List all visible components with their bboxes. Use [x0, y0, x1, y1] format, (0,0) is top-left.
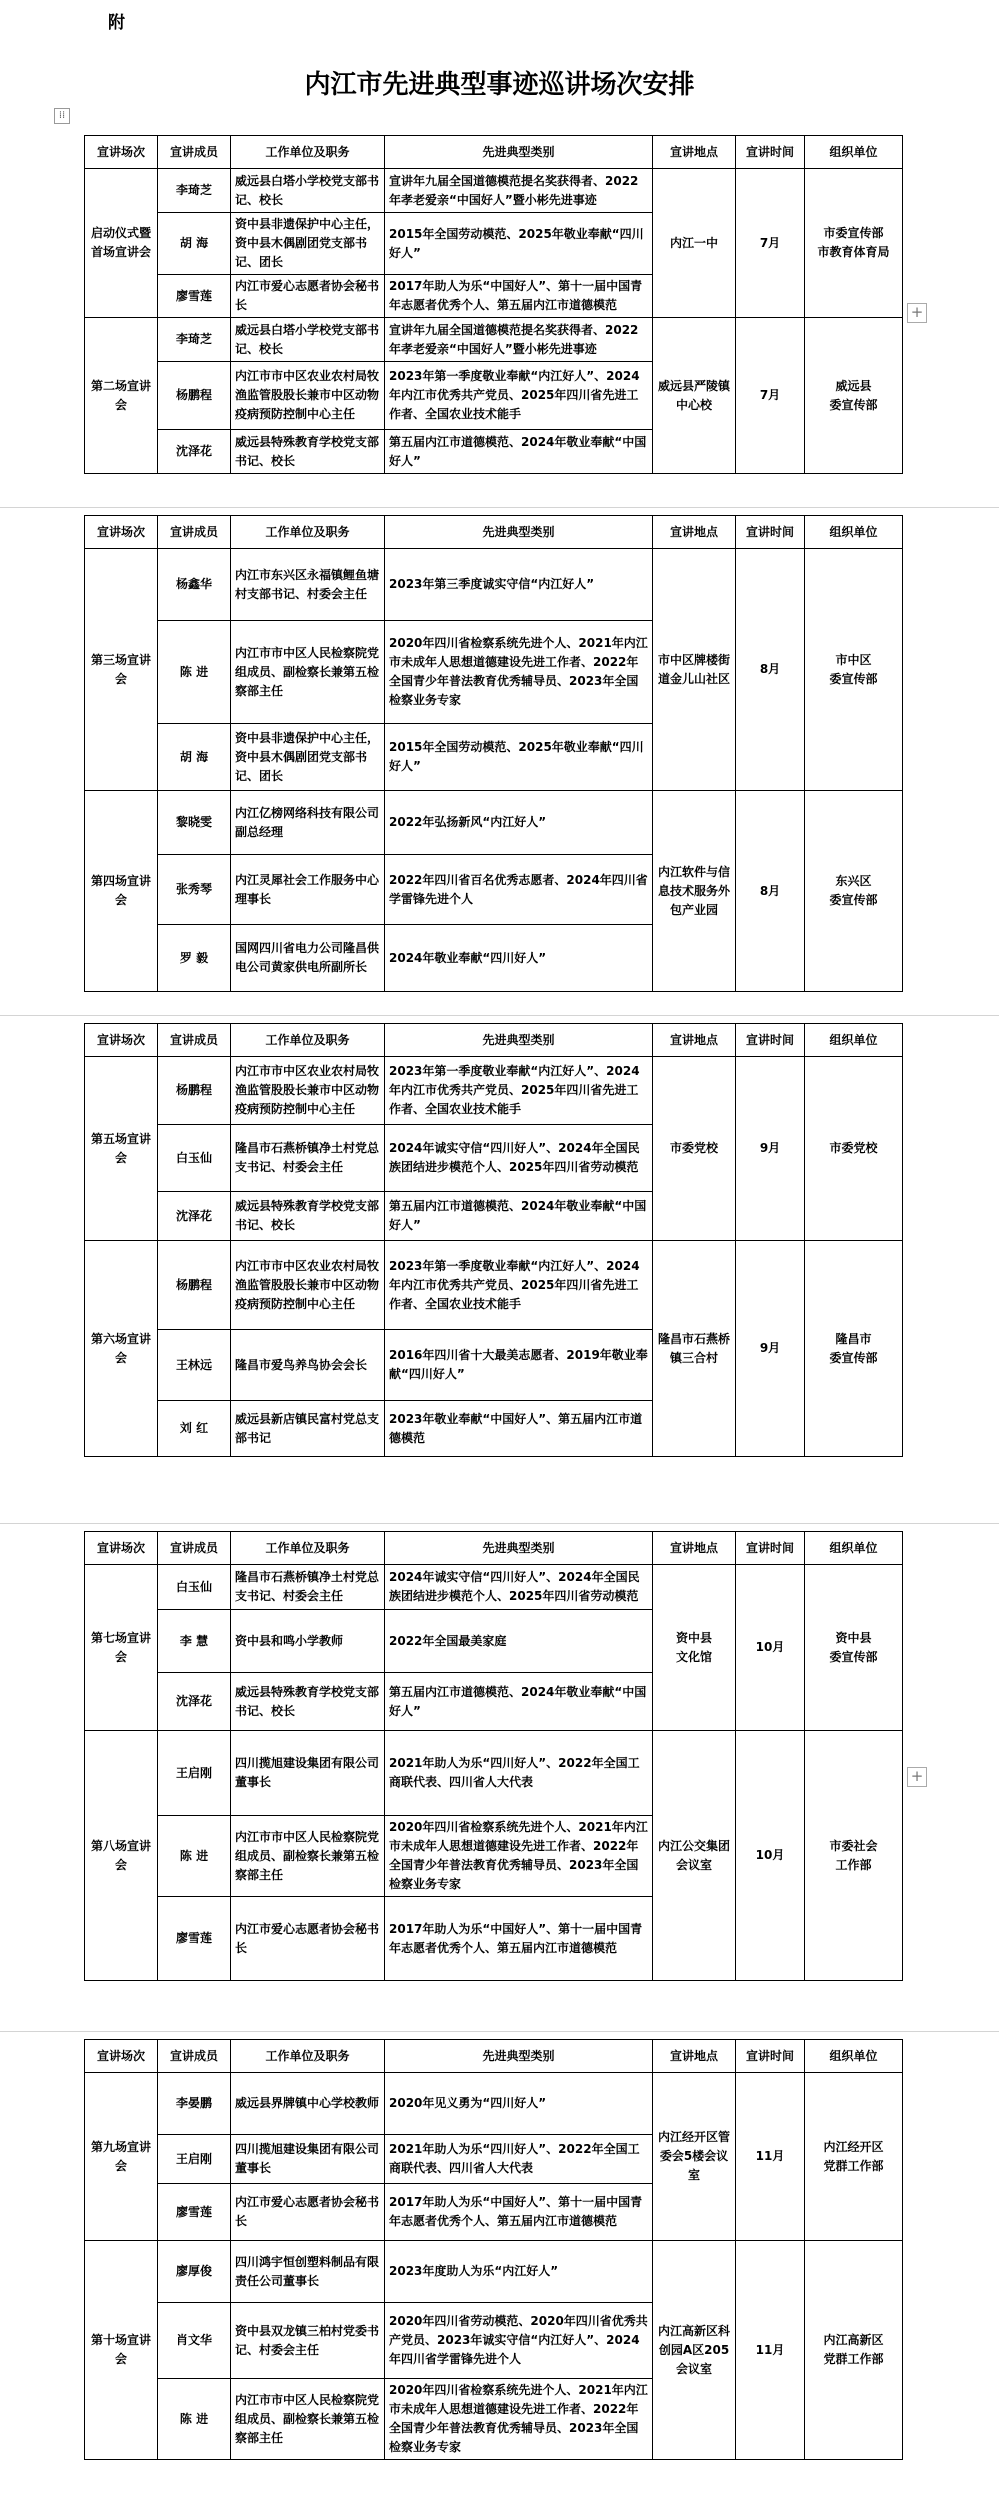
column-header: 工作单位及职务 [231, 1024, 385, 1057]
work-unit-cell: 内江亿榜网络科技有限公司副总经理 [231, 791, 385, 855]
insert-row-plus-icon[interactable]: + [907, 1767, 927, 1787]
member-name-cell: 廖厚俊 [158, 2241, 231, 2303]
table-header-row [85, 1024, 903, 1057]
session-name-cell: 第五场宣讲会 [85, 1057, 158, 1241]
session-name-cell: 第九场宣讲会 [85, 2073, 158, 2241]
work-unit-cell: 四川鸿宇恒创塑料制品有限责任公司董事长 [231, 2241, 385, 2303]
model-type-cell: 2024年诚实守信“四川好人”、2024年全国民族团结进步模范个人、2025年四川省劳动模范 [385, 1565, 653, 1610]
table-header-row [85, 1532, 903, 1565]
column-header: 宣讲成员 [158, 1532, 231, 1565]
column-header: 宣讲场次 [85, 516, 158, 549]
model-type-cell: 2020年四川省检察系统先进个人、2021年内江市未成年人思想道德建设先进工作者、2022年全国青少年普法教育优秀辅导员、2023年全国检察业务专家 [385, 2379, 653, 2460]
member-name-cell: 廖雪莲 [158, 275, 231, 318]
column-header: 宣讲成员 [158, 516, 231, 549]
model-type-cell: 2020年四川省检察系统先进个人、2021年内江市未成年人思想道德建设先进工作者、2022年全国青少年普法教育优秀辅导员、2023年全国检察业务专家 [385, 621, 653, 724]
venue-cell: 内江公交集团会议室 [653, 1731, 736, 1981]
model-type-cell: 第五届内江市道德模范、2024年敬业奉献“中国好人” [385, 1673, 653, 1731]
organizer-cell: 东兴区 委宣传部 [805, 791, 903, 992]
time-cell: 10月 [736, 1565, 805, 1731]
model-type-cell: 2024年敬业奉献“四川好人” [385, 925, 653, 992]
column-header: 组织单位 [805, 1024, 903, 1057]
work-unit-cell: 内江市爱心志愿者协会秘书长 [231, 1897, 385, 1981]
column-header: 宣讲场次 [85, 2040, 158, 2073]
work-unit-cell: 资中县双龙镇三柏村党委书记、村委会主任 [231, 2303, 385, 2379]
member-name-cell: 王启刚 [158, 1731, 231, 1816]
schedule-table [84, 1023, 903, 1457]
column-header: 宣讲地点 [653, 136, 736, 169]
member-name-cell: 杨鹏程 [158, 362, 231, 430]
schedule-table [84, 515, 903, 992]
venue-cell: 隆昌市石燕桥镇三合村 [653, 1241, 736, 1457]
work-unit-cell: 资中县和鸣小学教师 [231, 1610, 385, 1673]
column-header: 宣讲时间 [736, 136, 805, 169]
attachment-label: 附 [108, 13, 125, 33]
time-cell: 7月 [736, 318, 805, 474]
table-header-row [85, 2040, 903, 2073]
member-name-cell: 廖雪莲 [158, 2184, 231, 2241]
member-name-cell: 王林远 [158, 1330, 231, 1401]
table-row [85, 169, 903, 213]
column-header: 宣讲时间 [736, 516, 805, 549]
model-type-cell: 宣讲年九届全国道德模范提名奖获得者、2022年孝老爱亲“中国好人”暨小彬先进事迹 [385, 318, 653, 362]
member-name-cell: 杨鹏程 [158, 1057, 231, 1125]
member-name-cell: 胡 海 [158, 213, 231, 275]
model-type-cell: 2020年见义勇为“四川好人” [385, 2073, 653, 2135]
table-row [85, 1731, 903, 1816]
work-unit-cell: 内江市市中区农业农村局牧渔监管股股长兼市中区动物疫病预防控制中心主任 [231, 1241, 385, 1330]
work-unit-cell: 威远县新店镇民富村党总支部书记 [231, 1401, 385, 1457]
model-type-cell: 2022年弘扬新风“内江好人” [385, 791, 653, 855]
model-type-cell: 2017年助人为乐“中国好人”、第十一届中国青年志愿者优秀个人、第五届内江市道德模范 [385, 1897, 653, 1981]
session-name-cell: 第三场宣讲会 [85, 549, 158, 791]
column-header: 宣讲地点 [653, 2040, 736, 2073]
member-name-cell: 李琦芝 [158, 318, 231, 362]
model-type-cell: 第五届内江市道德模范、2024年敬业奉献“中国好人” [385, 430, 653, 474]
organizer-cell: 内江经开区 党群工作部 [805, 2073, 903, 2241]
column-header: 宣讲地点 [653, 516, 736, 549]
member-name-cell: 罗 毅 [158, 925, 231, 992]
model-type-cell: 2017年助人为乐“中国好人”、第十一届中国青年志愿者优秀个人、第五届内江市道德模范 [385, 2184, 653, 2241]
column-header: 宣讲成员 [158, 136, 231, 169]
member-name-cell: 白玉仙 [158, 1125, 231, 1192]
column-header: 宣讲场次 [85, 136, 158, 169]
column-header: 工作单位及职务 [231, 2040, 385, 2073]
session-name-cell: 第十场宣讲会 [85, 2241, 158, 2460]
model-type-cell: 2023年度助人为乐“内江好人” [385, 2241, 653, 2303]
column-header: 工作单位及职务 [231, 136, 385, 169]
member-name-cell: 肖文华 [158, 2303, 231, 2379]
page-break [0, 1523, 999, 1524]
insert-row-plus-icon[interactable]: + [907, 303, 927, 323]
organizer-cell: 隆昌市 委宣传部 [805, 1241, 903, 1457]
schedule-table [84, 135, 903, 474]
column-header: 组织单位 [805, 516, 903, 549]
column-header: 宣讲地点 [653, 1532, 736, 1565]
table-row [85, 549, 903, 621]
model-type-cell: 2023年敬业奉献“中国好人”、第五届内江市道德模范 [385, 1401, 653, 1457]
member-name-cell: 陈 进 [158, 2379, 231, 2460]
time-cell: 11月 [736, 2073, 805, 2241]
model-type-cell: 2022年四川省百名优秀志愿者、2024年四川省学雷锋先进个人 [385, 855, 653, 925]
column-header: 宣讲成员 [158, 1024, 231, 1057]
member-name-cell: 刘 红 [158, 1401, 231, 1457]
work-unit-cell: 国网四川省电力公司隆昌供电公司黄家供电所副所长 [231, 925, 385, 992]
time-cell: 10月 [736, 1731, 805, 1981]
time-cell: 7月 [736, 169, 805, 318]
member-name-cell: 杨鹏程 [158, 1241, 231, 1330]
member-name-cell: 陈 进 [158, 621, 231, 724]
time-cell: 8月 [736, 549, 805, 791]
time-cell: 8月 [736, 791, 805, 992]
model-type-cell: 2023年第一季度敬业奉献“内江好人”、2024年内江市优秀共产党员、2025年四川省先进工作者、全国农业技术能手 [385, 1057, 653, 1125]
model-type-cell: 2022年全国最美家庭 [385, 1610, 653, 1673]
venue-cell: 内江软件与信息技术服务外包产业园 [653, 791, 736, 992]
organizer-cell: 市委社会 工作部 [805, 1731, 903, 1981]
model-type-cell: 2015年全国劳动模范、2025年敬业奉献“四川好人” [385, 213, 653, 275]
member-name-cell: 李 慧 [158, 1610, 231, 1673]
model-type-cell: 2021年助人为乐“四川好人”、2022年全国工商联代表、四川省人大代表 [385, 1731, 653, 1816]
table-header-row [85, 136, 903, 169]
column-header: 宣讲场次 [85, 1024, 158, 1057]
time-cell: 11月 [736, 2241, 805, 2460]
column-header: 宣讲场次 [85, 1532, 158, 1565]
table-row [85, 2241, 903, 2303]
member-name-cell: 沈泽花 [158, 1673, 231, 1731]
column-header: 宣讲地点 [653, 1024, 736, 1057]
session-name-cell: 启动仪式暨首场宣讲会 [85, 169, 158, 318]
table-row [85, 1565, 903, 1610]
member-name-cell: 胡 海 [158, 724, 231, 791]
organizer-cell: 威远县 委宣传部 [805, 318, 903, 474]
work-unit-cell: 内江市市中区人民检察院党组成员、副检察长兼第五检察部主任 [231, 621, 385, 724]
model-type-cell: 2021年助人为乐“四川好人”、2022年全国工商联代表、四川省人大代表 [385, 2135, 653, 2184]
work-unit-cell: 威远县界牌镇中心学校教师 [231, 2073, 385, 2135]
work-unit-cell: 威远县特殊教育学校党支部书记、校长 [231, 430, 385, 474]
venue-cell: 威远县严陵镇中心校 [653, 318, 736, 474]
member-name-cell: 廖雪莲 [158, 1897, 231, 1981]
work-unit-cell: 威远县特殊教育学校党支部书记、校长 [231, 1192, 385, 1241]
table-row [85, 318, 903, 362]
session-name-cell: 第四场宣讲会 [85, 791, 158, 992]
work-unit-cell: 内江市东兴区永福镇鲤鱼塘村支部书记、村委会主任 [231, 549, 385, 621]
model-type-cell: 2024年诚实守信“四川好人”、2024年全国民族团结进步模范个人、2025年四川省劳动模范 [385, 1125, 653, 1192]
model-type-cell: 第五届内江市道德模范、2024年敬业奉献“中国好人” [385, 1192, 653, 1241]
column-header: 组织单位 [805, 2040, 903, 2073]
model-type-cell: 2015年全国劳动模范、2025年敬业奉献“四川好人” [385, 724, 653, 791]
member-name-cell: 张秀琴 [158, 855, 231, 925]
table-header-row [85, 516, 903, 549]
table-row [85, 1241, 903, 1330]
work-unit-cell: 内江市爱心志愿者协会秘书长 [231, 2184, 385, 2241]
column-header: 宣讲时间 [736, 2040, 805, 2073]
work-unit-cell: 四川揽旭建设集团有限公司董事长 [231, 2135, 385, 2184]
schedule-table [84, 1531, 903, 1981]
work-unit-cell: 内江市爱心志愿者协会秘书长 [231, 275, 385, 318]
organizer-cell: 资中县 委宣传部 [805, 1565, 903, 1731]
work-unit-cell: 内江市市中区人民检察院党组成员、副检察长兼第五检察部主任 [231, 2379, 385, 2460]
column-header: 先进典型类别 [385, 1024, 653, 1057]
time-cell: 9月 [736, 1241, 805, 1457]
column-header: 先进典型类别 [385, 516, 653, 549]
organizer-cell: 市委党校 [805, 1057, 903, 1241]
venue-cell: 市委党校 [653, 1057, 736, 1241]
organizer-cell: 市中区 委宣传部 [805, 549, 903, 791]
model-type-cell: 2020年四川省劳动模范、2020年四川省优秀共产党员、2023年诚实守信“内江好人”、2024年四川省学雷锋先进个人 [385, 2303, 653, 2379]
member-name-cell: 沈泽花 [158, 1192, 231, 1241]
work-unit-cell: 内江市市中区农业农村局牧渔监管股股长兼市中区动物疫病预防控制中心主任 [231, 362, 385, 430]
schedule-table [84, 2039, 903, 2460]
member-name-cell: 白玉仙 [158, 1565, 231, 1610]
page-break [0, 1015, 999, 1016]
page-title: 内江市先进典型事迹巡讲场次安排 [304, 70, 695, 100]
time-cell: 9月 [736, 1057, 805, 1241]
member-name-cell: 沈泽花 [158, 430, 231, 474]
session-name-cell: 第二场宣讲会 [85, 318, 158, 474]
work-unit-cell: 资中县非遗保护中心主任，资中县木偶剧团党支部书记、团长 [231, 213, 385, 275]
model-type-cell: 2016年四川省十大最美志愿者、2019年敬业奉献“四川好人” [385, 1330, 653, 1401]
page-break [0, 507, 999, 508]
model-type-cell: 2023年第三季度诚实守信“内江好人” [385, 549, 653, 621]
model-type-cell: 2017年助人为乐“中国好人”、第十一届中国青年志愿者优秀个人、第五届内江市道德模范 [385, 275, 653, 318]
venue-cell: 市中区牌楼街道金儿山社区 [653, 549, 736, 791]
organizer-cell: 内江高新区 党群工作部 [805, 2241, 903, 2460]
member-name-cell: 李琦芝 [158, 169, 231, 213]
work-unit-cell: 内江灵犀社会工作服务中心理事长 [231, 855, 385, 925]
member-name-cell: 李晏鹏 [158, 2073, 231, 2135]
work-unit-cell: 内江市市中区农业农村局牧渔监管股股长兼市中区动物疫病预防控制中心主任 [231, 1057, 385, 1125]
column-header: 先进典型类别 [385, 1532, 653, 1565]
page-break [0, 2031, 999, 2032]
work-unit-cell: 隆昌市石燕桥镇净土村党总支书记、村委会主任 [231, 1125, 385, 1192]
table-move-handle-icon[interactable]: ⁞⁞ [54, 108, 70, 124]
work-unit-cell: 威远县白塔小学校党支部书记、校长 [231, 169, 385, 213]
column-header: 组织单位 [805, 136, 903, 169]
work-unit-cell: 隆昌市石燕桥镇净土村党总支书记、村委会主任 [231, 1565, 385, 1610]
model-type-cell: 宣讲年九届全国道德模范提名奖获得者、2022年孝老爱亲“中国好人”暨小彬先进事迹 [385, 169, 653, 213]
member-name-cell: 杨鑫华 [158, 549, 231, 621]
model-type-cell: 2023年第一季度敬业奉献“内江好人”、2024年内江市优秀共产党员、2025年四川省先进工作者、全国农业技术能手 [385, 1241, 653, 1330]
session-name-cell: 第六场宣讲会 [85, 1241, 158, 1457]
session-name-cell: 第八场宣讲会 [85, 1731, 158, 1981]
work-unit-cell: 资中县非遗保护中心主任，资中县木偶剧团党支部书记、团长 [231, 724, 385, 791]
model-type-cell: 2023年第一季度敬业奉献“内江好人”、2024年内江市优秀共产党员、2025年四川省先进工作者、全国农业技术能手 [385, 362, 653, 430]
session-name-cell: 第七场宣讲会 [85, 1565, 158, 1731]
column-header: 组织单位 [805, 1532, 903, 1565]
column-header: 工作单位及职务 [231, 1532, 385, 1565]
model-type-cell: 2020年四川省检察系统先进个人、2021年内江市未成年人思想道德建设先进工作者、2022年全国青少年普法教育优秀辅导员、2023年全国检察业务专家 [385, 1816, 653, 1897]
column-header: 先进典型类别 [385, 136, 653, 169]
member-name-cell: 王启刚 [158, 2135, 231, 2184]
work-unit-cell: 威远县白塔小学校党支部书记、校长 [231, 318, 385, 362]
column-header: 宣讲成员 [158, 2040, 231, 2073]
table-row [85, 1057, 903, 1125]
member-name-cell: 黎晓雯 [158, 791, 231, 855]
column-header: 先进典型类别 [385, 2040, 653, 2073]
work-unit-cell: 隆昌市爱鸟养鸟协会会长 [231, 1330, 385, 1401]
venue-cell: 内江高新区科创园A区205会议室 [653, 2241, 736, 2460]
venue-cell: 内江一中 [653, 169, 736, 318]
venue-cell: 内江经开区管委会5楼会议室 [653, 2073, 736, 2241]
work-unit-cell: 威远县特殊教育学校党支部书记、校长 [231, 1673, 385, 1731]
column-header: 宣讲时间 [736, 1532, 805, 1565]
member-name-cell: 陈 进 [158, 1816, 231, 1897]
work-unit-cell: 内江市市中区人民检察院党组成员、副检察长兼第五检察部主任 [231, 1816, 385, 1897]
venue-cell: 资中县 文化馆 [653, 1565, 736, 1731]
table-row [85, 791, 903, 855]
organizer-cell: 市委宣传部 市教育体育局 [805, 169, 903, 318]
column-header: 工作单位及职务 [231, 516, 385, 549]
table-row [85, 2073, 903, 2135]
work-unit-cell: 四川揽旭建设集团有限公司董事长 [231, 1731, 385, 1816]
column-header: 宣讲时间 [736, 1024, 805, 1057]
